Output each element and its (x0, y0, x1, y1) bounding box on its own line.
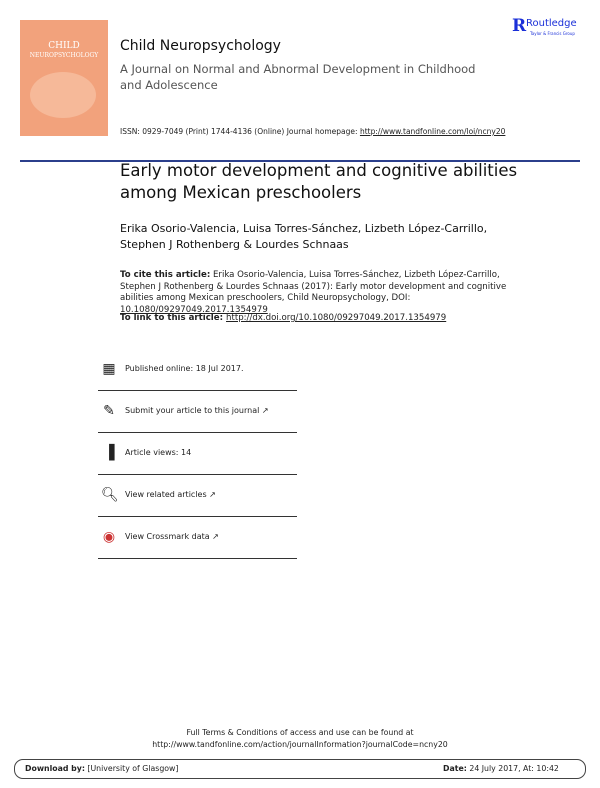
published-online-item (98, 348, 297, 391)
routledge-r-icon: R (512, 16, 527, 36)
terms-url[interactable]: http://www.tandfonline.com/action/journalInformation?journalCode=ncny20 (152, 740, 448, 749)
citation (120, 270, 520, 316)
journal-subtitle: A Journal on Normal and Abnormal Development in Childhood and Adolescence (120, 62, 476, 92)
cite-text: Erika Osorio-Valencia, Luisa Torres-Sánchez, Lizbeth López-Carrillo, Stephen J Rothenberg & Lourdes Schnaas (2017): Early motor development and cognitive abilities among Mexican preschoolers, Child Neuropsychology, DOI: (120, 270, 507, 303)
download-date (443, 764, 559, 773)
crossmark-item[interactable] (98, 516, 297, 559)
publisher-tagline: Taylor & Francis Group (530, 31, 575, 36)
doi-link[interactable]: 10.1080/09297049.2017.1354979 (120, 304, 268, 315)
brain-image (30, 72, 96, 118)
journal-homepage-link[interactable]: http://www.tandfonline.com/loi/ncny20 (359, 127, 506, 136)
cite-label: To cite this article: (120, 270, 211, 280)
journal-title: Child Neuropsychology (120, 38, 281, 54)
related-articles-item[interactable] (98, 474, 297, 517)
item-label: Article views: 14 (125, 448, 192, 457)
journal-cover-image (20, 20, 108, 136)
item-label[interactable]: View Crossmark data ↗ (125, 532, 219, 541)
article-authors: Erika Osorio-Valencia, Luisa Torres-Sánchez, Lizbeth López-Carrillo, Stephen J Rothenberg & Lourdes Schnaas (120, 222, 488, 251)
issn-line (120, 127, 505, 136)
item-label[interactable]: View related articles ↗ (125, 490, 216, 499)
calendar-icon: ▦ (102, 361, 116, 377)
cover-subtitle: NEUROPSYCHOLOGY (29, 52, 99, 59)
edit-icon: ✎ (103, 403, 115, 419)
download-by (25, 764, 178, 773)
date-value: 24 July 2017, At: 10:42 (466, 764, 559, 773)
download-label: Download by: (25, 764, 85, 773)
download-info-box (14, 759, 586, 779)
cover-title: CHILD (48, 41, 80, 51)
date-label: Date: (443, 764, 467, 773)
article-url-link[interactable]: http://dx.doi.org/10.1080/09297049.2017.1354979 (226, 313, 447, 323)
crossmark-icon: ◉ (102, 529, 116, 545)
terms-line: Full Terms & Conditions of access and use can be found at (186, 728, 414, 737)
search-doc-icon: 🔍︎ (101, 487, 119, 503)
article-title: Early motor development and cognitive abilities among Mexican preschoolers (120, 161, 518, 202)
item-label: Published online: 18 Jul 2017. (125, 364, 244, 373)
link-label: To link to this article: (120, 313, 227, 323)
article-views-item (98, 432, 297, 475)
article-link (120, 313, 446, 323)
submit-article-item[interactable] (98, 390, 297, 433)
bar-chart-icon: ▐ (103, 445, 115, 461)
item-label[interactable]: Submit your article to this journal ↗ (125, 406, 269, 415)
issn-text: ISSN: 0929-7049 (Print) 1744-4136 (Online) Journal homepage: (120, 127, 360, 136)
download-value: [University of Glasgow] (84, 764, 179, 773)
publisher-name: Routledge (526, 18, 577, 29)
